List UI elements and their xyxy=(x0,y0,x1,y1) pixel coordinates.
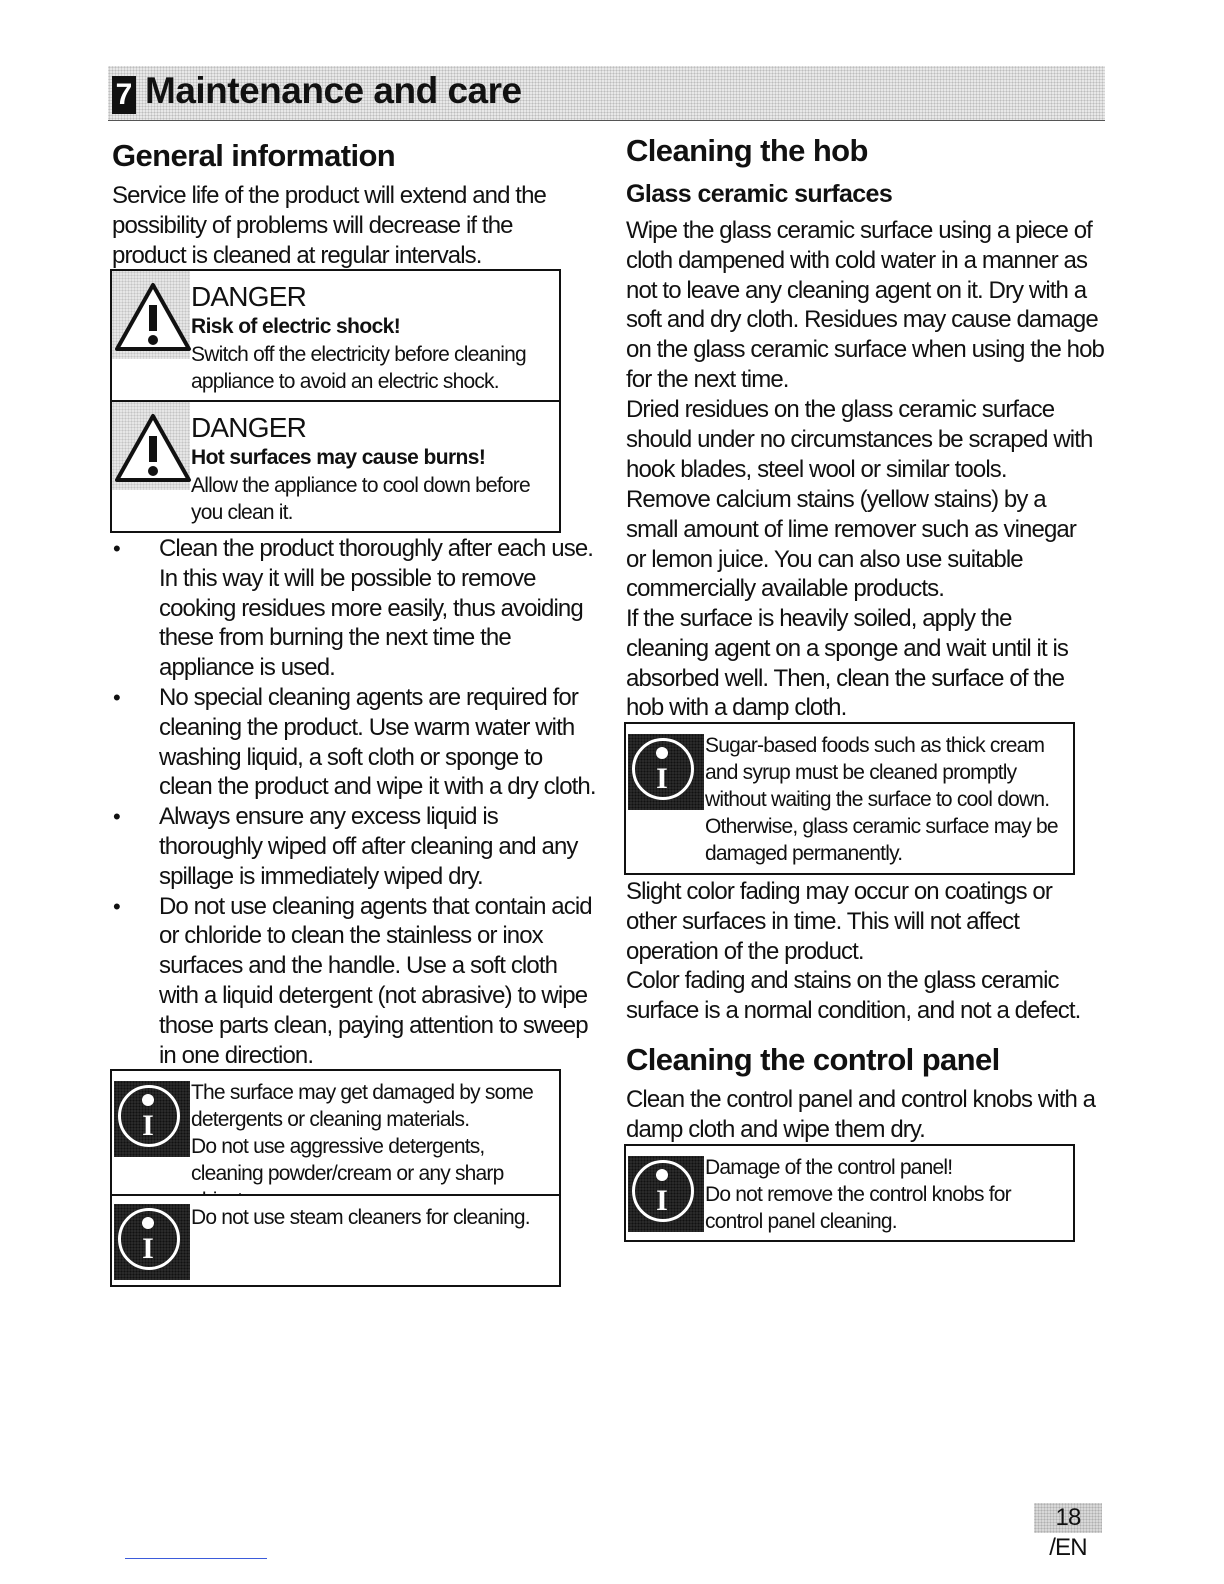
danger-subtitle: Hot surfaces may cause burns! xyxy=(191,446,486,469)
info-icon: I xyxy=(114,1081,190,1157)
page-number: 18 /EN xyxy=(1034,1503,1102,1533)
info-box-detergents xyxy=(110,1069,561,1196)
panel-paragraph: Clean the control panel and control knobs with a damp cloth and wipe them dry. xyxy=(626,1086,1096,1143)
chapter-number: 7 xyxy=(112,76,136,114)
info-text: Sugar-based foods such as thick cream and syrup must be cleaned promptly without waiting the surface to cool down. Otherwise, glass ceramic surface may be damaged permanently. xyxy=(705,734,1058,865)
danger-box-burns xyxy=(110,400,561,533)
hob-paragraph: Remove calcium stains (yellow stains) by a small amount of lime remover such as vinegar or lemon juice. You can also use suitable commercially available products. xyxy=(626,486,1076,603)
danger-title: DANGER xyxy=(191,281,306,312)
info-text: The surface may get damaged by some detergents or cleaning materials. xyxy=(191,1081,534,1131)
danger-text: Allow the appliance to cool down before you clean it. xyxy=(191,474,530,524)
general-intro: Service life of the product will extend and the possibility of problems will decrease if the product is cleaned at regular intervals. xyxy=(112,182,546,269)
hob-heading: Cleaning the hob xyxy=(626,133,868,168)
hob-subheading: Glass ceramic surfaces xyxy=(626,180,893,208)
footer-rule xyxy=(125,1558,267,1559)
info-text: Do not remove the control knobs for control panel cleaning. xyxy=(705,1183,1011,1233)
warning-triangle-icon xyxy=(114,281,192,353)
hob-paragraph: Slight color fading may occur on coatings or other surfaces in time. This will not affect operation of the product. xyxy=(626,878,1052,965)
info-icon: I xyxy=(114,1204,190,1280)
info-text: Do not use steam cleaners for cleaning. xyxy=(191,1206,530,1229)
list-item: • Always ensure any excess liquid is thoroughly wiped off after cleaning and any spillage is immediately wiped dry. xyxy=(110,802,600,891)
info-box-sugar xyxy=(624,722,1075,875)
danger-subtitle: Risk of electric shock! xyxy=(191,315,401,338)
hob-paragraph: Color fading and stains on the glass ceramic surface is a normal condition, and not a defect. xyxy=(626,967,1081,1024)
general-heading: General information xyxy=(112,138,396,173)
list-item: • Do not use cleaning agents that contain acid or chloride to clean the stainless or inox surfaces and the handle. Use a soft cloth with a liquid detergent (not abrasive) to wipe those parts clean, paying attention to sweep in one direction. xyxy=(110,892,600,1071)
hob-paragraph: Dried residues on the glass ceramic surface should under no circumstances be scraped with hook blades, steel wool or similar tools. xyxy=(626,396,1093,483)
info-text: Damage of the control panel! xyxy=(705,1156,953,1179)
list-item: • No special cleaning agents are required for cleaning the product. Use warm water with washing liquid, a soft cloth or sponge to clean the product and wipe it with a dry cloth. xyxy=(110,683,600,802)
info-box-steam xyxy=(110,1194,561,1287)
warning-triangle-icon xyxy=(114,412,192,484)
hob-paragraph: Wipe the glass ceramic surface using a piece of cloth dampened with cold water in a manner as not to leave any cleaning agent on it. Dry with a soft and dry cloth. Residues may cause damage on the glass ceramic surface when using the hob for the next time. xyxy=(626,217,1105,393)
cleaning-bullet-list xyxy=(110,534,600,1070)
info-icon: I xyxy=(628,1156,704,1232)
info-text: Do not use aggressive detergents, cleaning powder/cream or any sharp xyxy=(191,1135,504,1185)
panel-heading: Cleaning the control panel xyxy=(626,1042,1000,1077)
info-icon: I xyxy=(628,734,704,810)
list-item: • Clean the product thoroughly after each use. In this way it will be possible to remove cooking residues more easily, thus avoiding these from burning the next time the appliance is used. xyxy=(110,534,600,683)
danger-title: DANGER xyxy=(191,412,306,443)
chapter-title: Maintenance and care xyxy=(145,70,522,111)
danger-text: Switch off the electricity before cleaning appliance to avoid an electric shock. xyxy=(191,343,526,393)
info-box-control-panel xyxy=(624,1144,1075,1242)
hob-paragraph: If the surface is heavily soiled, apply the cleaning agent on a sponge and wait until it is absorbed well. Then, clean the surface of the hob with a damp cloth. xyxy=(626,605,1069,722)
danger-box-electric xyxy=(110,269,561,402)
